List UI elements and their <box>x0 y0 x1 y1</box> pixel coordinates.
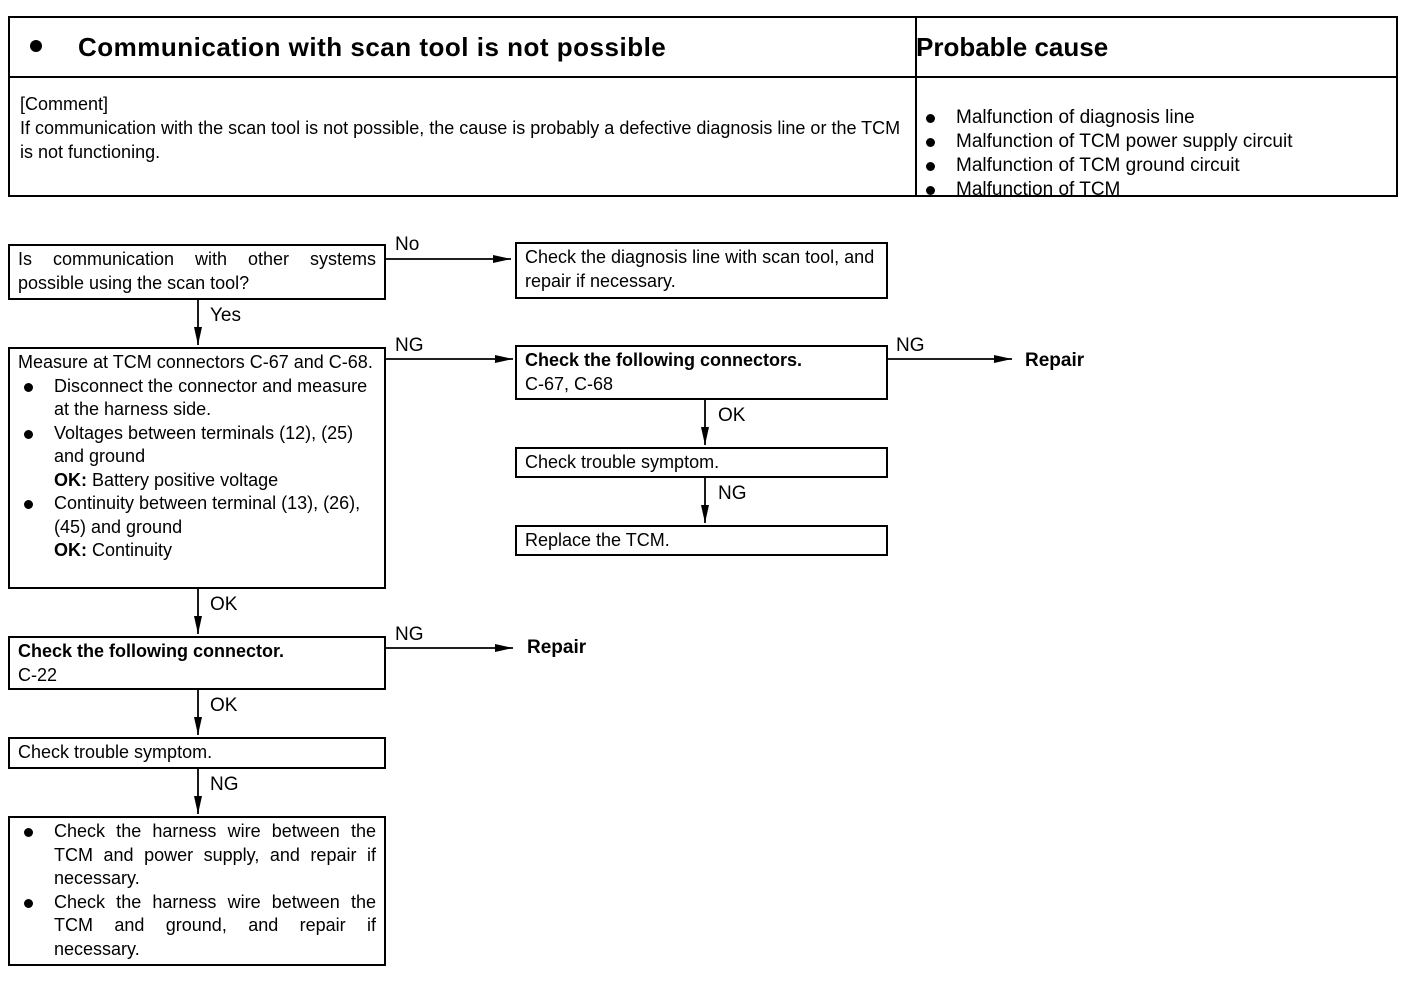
label-ok: OK <box>210 695 238 716</box>
label-ng: NG <box>896 335 925 356</box>
harness-check-item: Check the harness wire between the TCM and ground, and repair if necessary. <box>18 891 376 962</box>
check-connectors-c67-c68 <box>515 345 888 400</box>
measure-step: Continuity between terminal (13), (26), (45) and ground OK: Continuity <box>18 492 376 563</box>
comment-text: If communication with the scan tool is not possible, the cause is probably a defective diagnosis line or the TCM is not functioning. <box>20 118 901 162</box>
ok-label: OK: <box>54 469 87 490</box>
check-harness-wires <box>8 816 386 966</box>
check-connector-value: C-22 <box>18 664 58 685</box>
label-ng: NG <box>395 335 424 356</box>
cause-item: Malfunction of diagnosis line <box>920 106 1293 130</box>
measure-step: Disconnect the connector and measure at the harness side. <box>18 375 376 422</box>
measure-steps <box>18 375 376 563</box>
measure-step: Voltages between terminals (12), (25) and ground OK: Battery positive voltage <box>18 422 376 493</box>
ok-value: Battery positive voltage <box>92 469 279 490</box>
check-trouble-symptom-2: Check trouble symptom. <box>8 737 386 769</box>
label-no: No <box>395 234 420 255</box>
page-title: Communication with scan tool is not possible <box>30 32 666 63</box>
question-scan-tool-other-systems: Is communication with other systems possible using the scan tool? <box>8 244 386 300</box>
label-ng: NG <box>210 774 239 795</box>
check-connectors-value: C-67, C-68 <box>525 373 614 394</box>
cause-item: Malfunction of TCM ground circuit <box>920 154 1293 178</box>
repair-result: Repair <box>527 637 587 658</box>
label-ng: NG <box>395 624 424 645</box>
harness-check-item: Check the harness wire between the TCM and power supply, and repair if necessary. <box>18 820 376 891</box>
measure-intro: Measure at TCM connectors C-67 and C-68. <box>18 352 373 372</box>
check-connector-c22 <box>8 636 386 690</box>
ok-value: Continuity <box>92 540 173 560</box>
check-connectors-title: Check the following connectors. <box>525 350 803 370</box>
replace-tcm: Replace the TCM. <box>515 525 888 556</box>
cause-item: Malfunction of TCM <box>920 178 1293 202</box>
comment-label: [Comment] <box>20 94 109 114</box>
ok-label: OK: <box>54 540 87 560</box>
action-check-diagnosis-line: Check the diagnosis line with scan tool, and repair if necessary. <box>515 242 888 299</box>
measure-tcm-connectors <box>8 347 386 589</box>
harness-checks <box>18 820 376 961</box>
check-connector-title: Check the following connector. <box>18 641 285 661</box>
repair-result: Repair <box>1025 350 1085 371</box>
label-ok: OK <box>718 405 746 426</box>
check-trouble-symptom-1: Check trouble symptom. <box>515 447 888 478</box>
label-ng: NG <box>718 483 747 504</box>
probable-cause-title: Probable cause <box>916 32 1109 62</box>
label-ok: OK <box>210 594 238 615</box>
cause-item: Malfunction of TCM power supply circuit <box>920 130 1293 154</box>
label-yes: Yes <box>210 305 241 326</box>
